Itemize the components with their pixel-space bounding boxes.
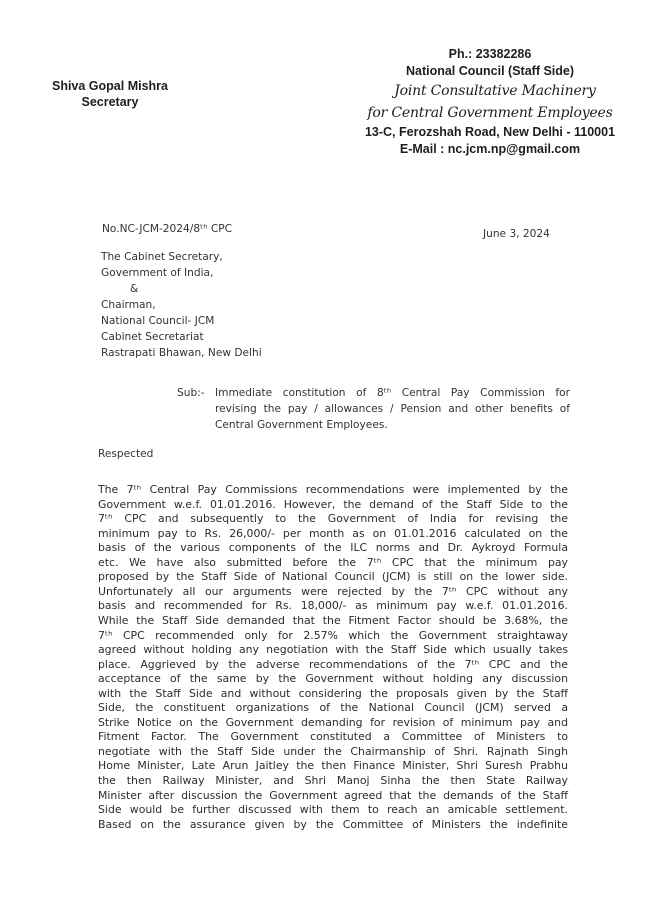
letter-date: June 3, 2024 xyxy=(483,228,550,240)
subject-line: Immediate constitution of 8ᵗʰ Central Pay Commission for xyxy=(215,387,570,399)
organization-email: E-Mail : nc.jcm.np@gmail.com xyxy=(399,142,581,156)
signatory-name: Shiva Gopal Mishra xyxy=(51,79,168,93)
salutation: Respected xyxy=(98,448,154,460)
addressee-line: Rastrapati Bhawan, New Delhi xyxy=(101,347,262,359)
body-line: proposed by the Staff Side of National Council (JCM) is still on the lower side. xyxy=(98,570,568,584)
phone-number: Ph.: 23382286 xyxy=(448,47,532,61)
body-line: 7ᵗʰ CPC and subsequently to the Government of India for revising the xyxy=(98,512,568,526)
body-line: While the Staff Side demanded that the Fitment Factor should be 3.68%, the xyxy=(98,613,568,627)
body-line: Minister after discussion the Government agreed that the demands of the Staff xyxy=(98,788,568,802)
body-line: basis and recommended for Rs. 18,000/- as minimum pay w.e.f. 01.01.2016. xyxy=(98,599,568,613)
body-line: Fitment Factor. The Government constituted a Committee of Ministers to xyxy=(98,730,568,744)
body-line: negotiate with the Staff Side under the Chairmanship of Shri. Rajnath Singh xyxy=(98,744,568,758)
addressee-line: Chairman, xyxy=(101,299,156,311)
addressee-line: The Cabinet Secretary, xyxy=(101,251,223,263)
organization-name: National Council (Staff Side) xyxy=(405,64,575,78)
addressee-line: & xyxy=(130,283,139,295)
body-line: Side would be further discussed with them to reach an amicable settlement. xyxy=(98,803,568,817)
signatory-designation: Secretary xyxy=(81,95,139,109)
reference-number: No.NC-JCM-2024/8ᵗʰ CPC xyxy=(102,223,233,235)
body-line: The 7ᵗʰ Central Pay Commissions recommendations were implemented by the xyxy=(98,483,568,496)
body-line: etc. We have also submitted before the 7ᵗʰ CPC that the minimum pay xyxy=(98,555,568,569)
subject-line: Central Government Employees. xyxy=(215,419,388,431)
body-line: Government w.e.f. 01.01.2016. However, the demand of the Staff Side to the xyxy=(98,497,568,511)
body-line: Based on the assurance given by the Committee of Ministers the indefinite xyxy=(98,817,568,831)
body-line: acceptance of the same by the Government without holding any discussion xyxy=(98,672,568,686)
addressee-line: National Council- JCM xyxy=(101,315,215,327)
body-line: agreed without holding any negotiation with the Staff Side which usually takes xyxy=(98,643,568,657)
body-line: Home Minister, Late Arun Jaitley the then Finance Minister, Shri Suresh Prabhu xyxy=(98,759,568,773)
body-line: Strike Notice on the Government demanding for revision of minimum pay and xyxy=(98,715,568,729)
organization-address: 13-C, Ferozshah Road, New Delhi - 110001 xyxy=(364,125,616,139)
body-line: basis of the various components of the ILC norms and Dr. Aykroyd Formula xyxy=(98,541,568,555)
subject-label: Sub:- xyxy=(177,387,205,399)
organization-script-line-1: Joint Consultative Machinery xyxy=(394,83,596,99)
body-line: minimum pay to Rs. 26,000/- per month as on 01.01.2016 calculated on the xyxy=(98,526,568,540)
body-line: the then Railway Minister, and Shri Manoj Sinha the then State Railway xyxy=(98,774,568,787)
body-line: with the Staff Side and without considering the proposals given by the Staff xyxy=(98,686,568,700)
body-line: 7ᵗʰ CPC recommended only for 2.57% which the Government straightaway xyxy=(98,628,568,642)
subject-line: revising the pay / allowances / Pension and other benefits of xyxy=(215,403,570,415)
addressee-line: Government of India, xyxy=(101,267,214,279)
body-line: Side, the constituent organizations of the National Council (JCM) served a xyxy=(98,701,568,715)
body-line: Unfortunately all our arguments were rejected by the 7ᵗʰ CPC without any xyxy=(98,584,568,598)
organization-script-line-2: for Central Government Employees xyxy=(367,105,613,121)
body-line: place. Aggrieved by the adverse recommendations of the 7ᵗʰ CPC and the xyxy=(98,657,568,671)
addressee-line: Cabinet Secretariat xyxy=(101,331,204,343)
